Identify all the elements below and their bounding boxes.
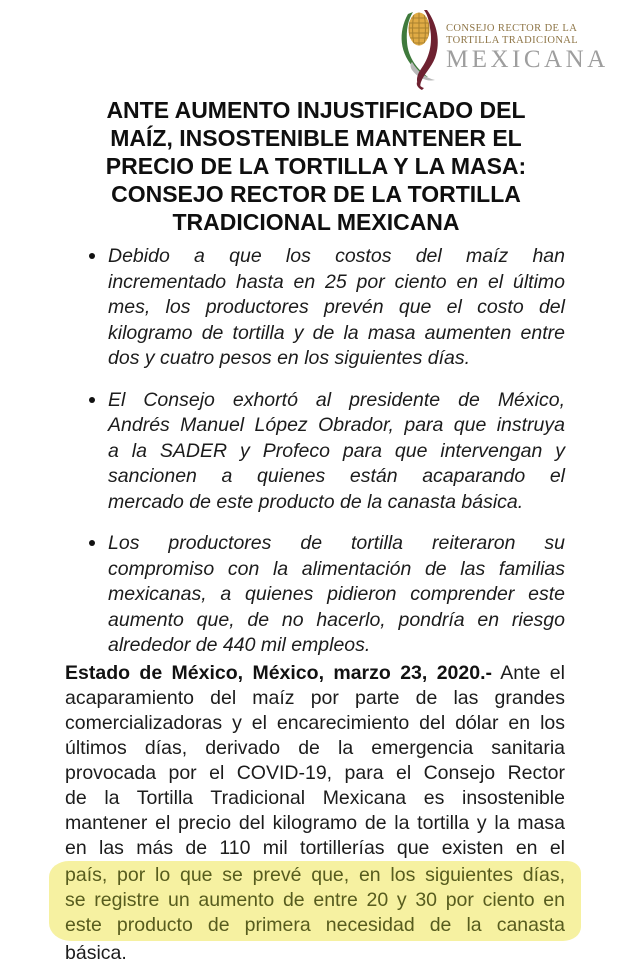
article-line: mantener el precio del kilogramo de la tortilla y la masa [65,811,565,834]
bullet-line: dos y cuatro pesos en los siguientes días. [108,347,471,369]
bullet-line: mexicanas, a quienes pidieron comprender este [108,583,565,605]
bullet-item-1 [65,244,565,372]
bullet-line: incrementado hasta en 25 por ciento en el último [108,270,565,293]
bullet-line: El Consejo exhortó al presidente de México, [108,388,565,411]
article-line: comercializadoras y el encarecimiento del dólar en los [65,711,565,734]
org-name-line1: CONSEJO RECTOR DE LA [446,23,578,34]
bullet-item-2 [65,388,565,516]
article-line: acaparamiento del maíz por parte de las grandes [65,686,565,709]
bullet-line: mes, los productores prevén que el costo del [108,296,565,318]
bullet-line: aumento que, de no hacerlo, pondría en riesgo [108,608,565,631]
bullet-line: a la SADER y Profeco para que intervengan y [108,439,565,462]
bullet-dot-icon [89,540,95,546]
article-line: básica. [65,941,127,960]
bullet-line: compromiso con la alimentación de las familias [108,557,565,580]
bullet-item-3 [65,531,565,659]
article-line: provocada por el COVID-19, para el Consejo Rector [65,761,565,784]
highlighted-passage [49,861,581,941]
org-name-line3: MEXICANA [446,46,609,73]
bullet-line: mercado de este producto de la canasta básica. [108,490,524,513]
headline-line: TRADICIONAL MEXICANA [172,209,460,235]
organization-name [446,6,609,72]
highlighted-line: país, por lo que se prevé que, en los siguientes días, [65,863,565,886]
article-body [65,661,565,960]
organization-logo [394,6,628,90]
headline-line: PRECIO DE LA TORTILLA Y LA MASA: [105,153,527,179]
bullet-line: kilogramo de tortilla y de la masa aumenten entre [108,321,565,344]
article-line: últimos días, derivado de la emergencia sanitaria [65,736,565,759]
bullet-line: sancionen a quienes están acaparando el [108,465,565,487]
headline-line: CONSEJO RECTOR DE LA TORTILLA [111,181,521,207]
bullet-dot-icon [89,397,95,403]
bullet-dot-icon [89,253,95,259]
dateline: Estado de México, México, marzo 23, 2020.- [65,661,492,684]
summary-bullet-list [65,244,565,659]
article-line: de la Tortilla Tradicional Mexicana es insostenible [65,786,565,809]
corn-cob-icon [394,6,446,90]
bullet-line: Debido a que los costos del maíz han [108,245,565,267]
headline-line: MAÍZ, INSOSTENIBLE MANTENER EL [110,125,522,151]
highlighted-line: este producto de primera necesidad de la canasta [65,913,565,936]
bullet-line: Los productores de tortilla reiteraron su [108,532,565,554]
article-line-text: Ante el [500,661,565,684]
article-line: en las más de 110 mil tortillerías que existen en el [65,836,565,859]
headline-line: ANTE AUMENTO INJUSTIFICADO DEL [106,97,526,123]
article-line [65,661,565,686]
bullet-line: alrededor de 440 mil empleos. [108,634,371,656]
org-name-line2: TORTILLA TRADICIONAL [446,34,579,46]
highlighted-line: se registre un aumento de entre 20 y 30 por ciento en [65,888,565,911]
bullet-line: Andrés Manuel López Obrador, para que instruya [108,414,565,436]
